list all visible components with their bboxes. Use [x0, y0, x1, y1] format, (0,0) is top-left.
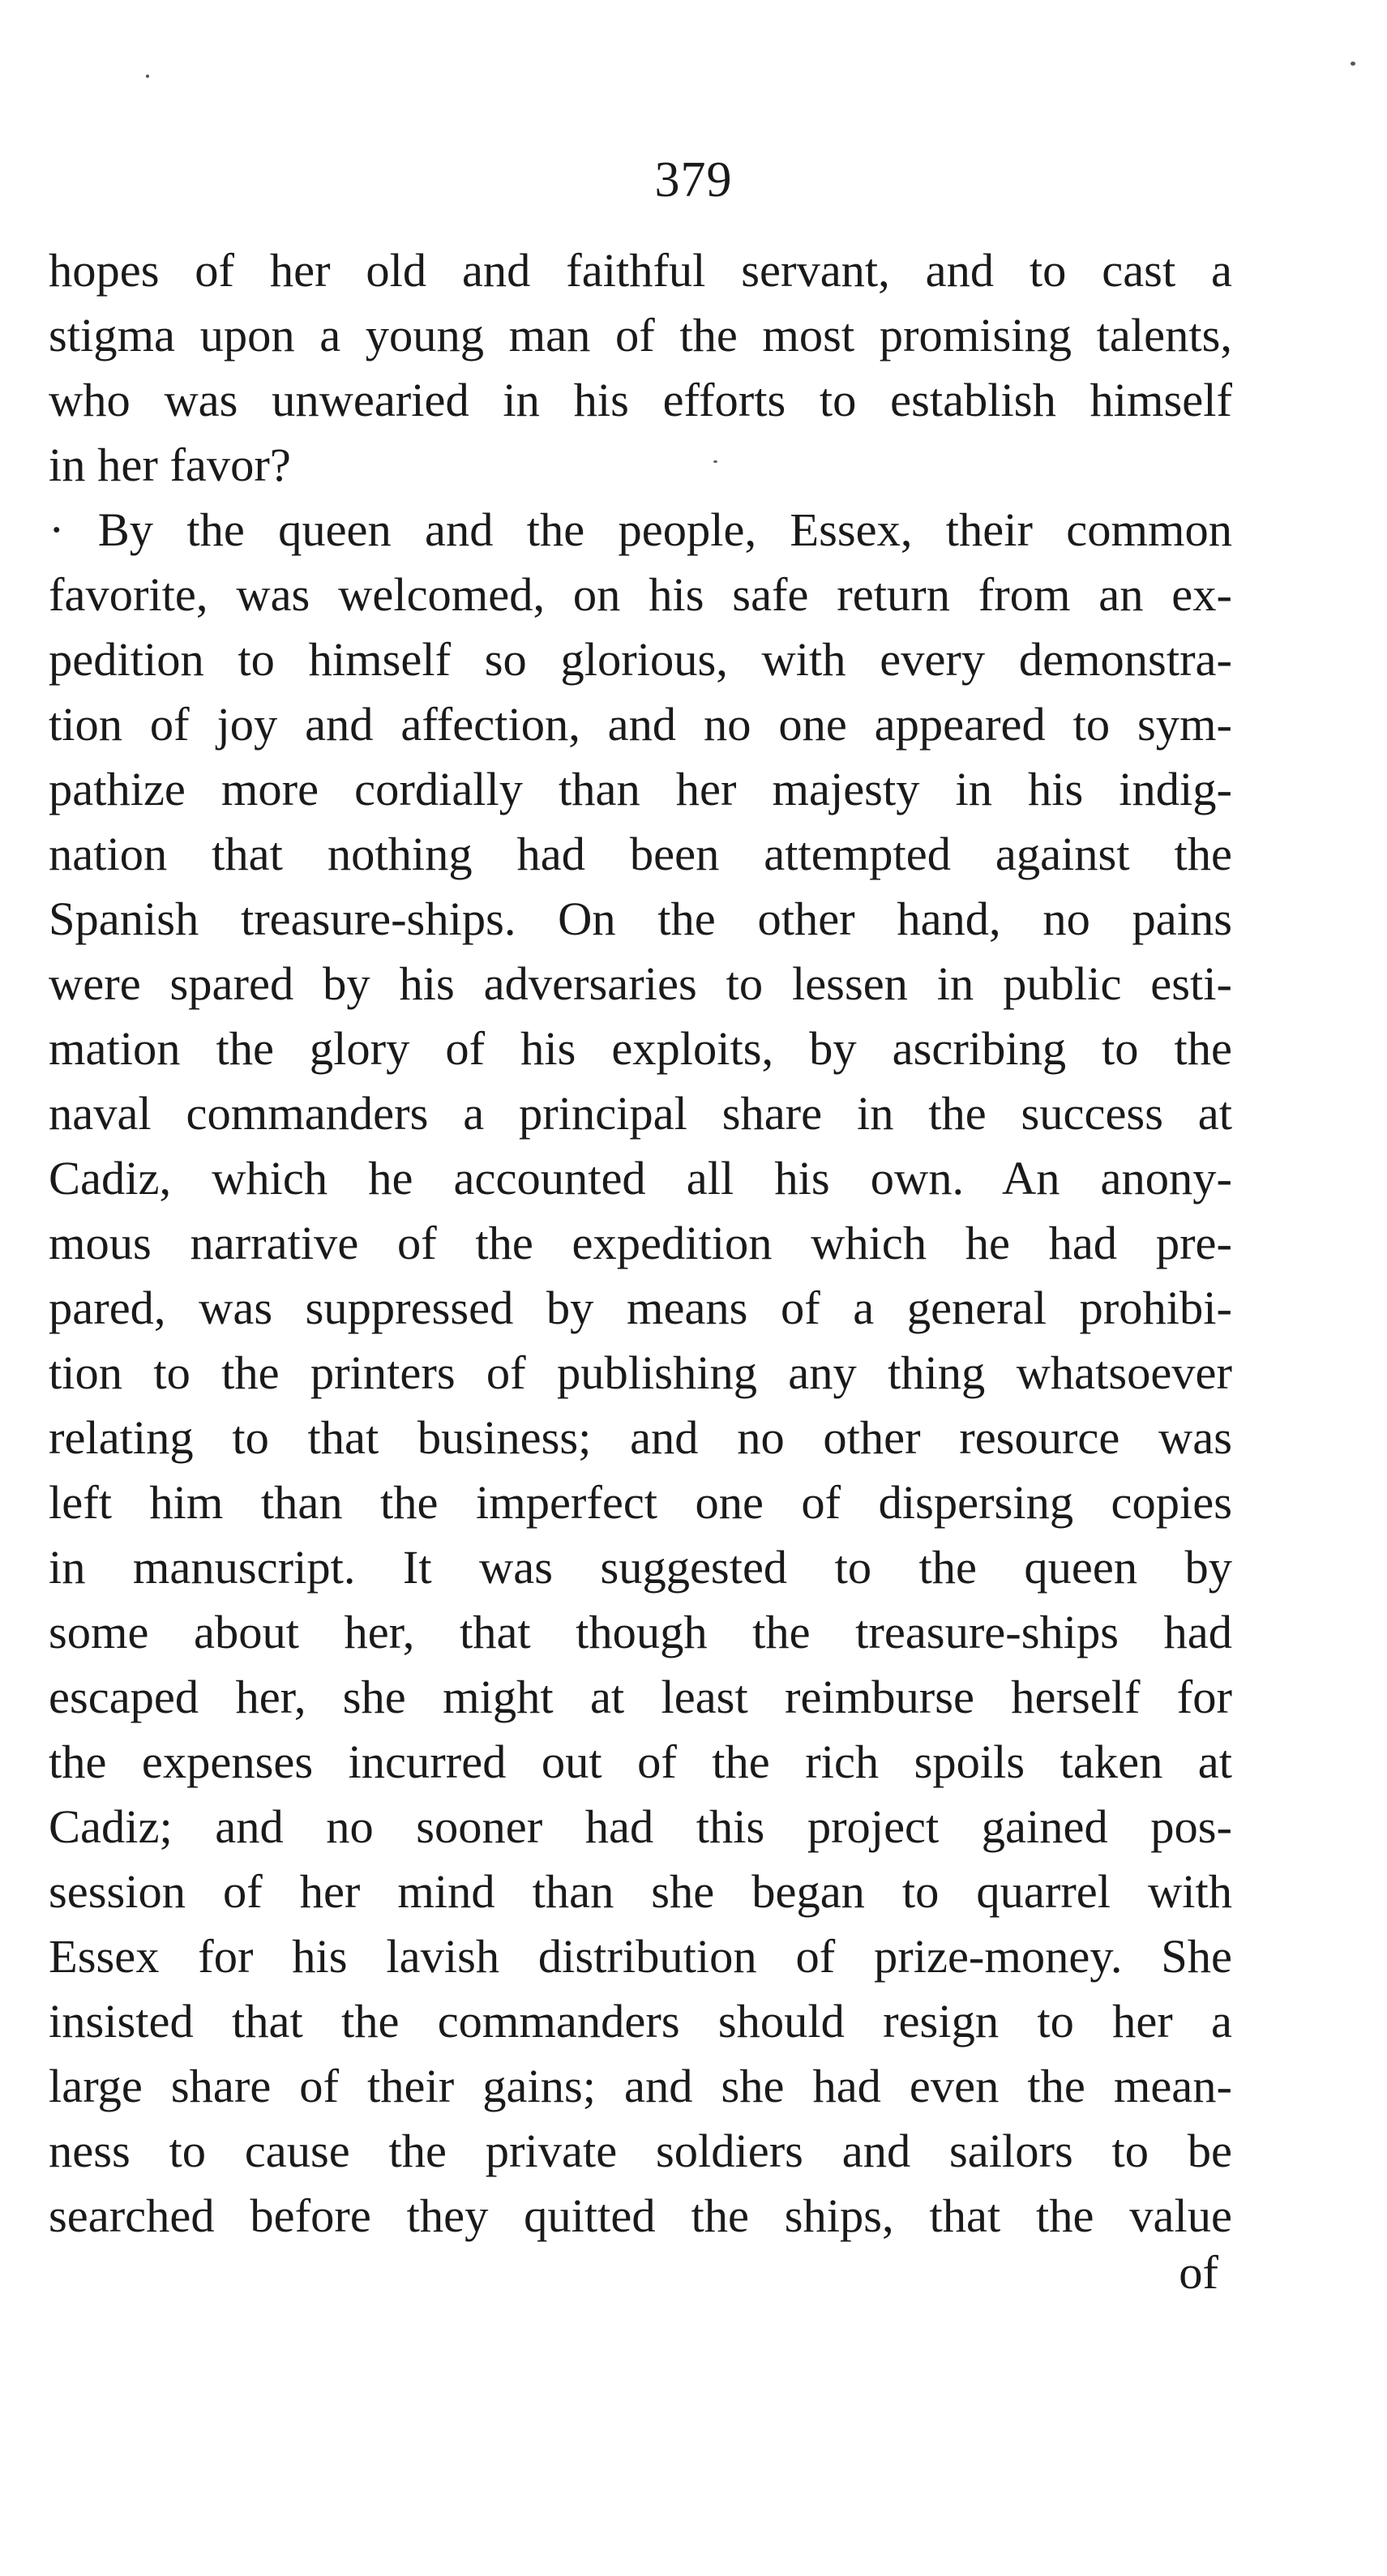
text-line: pathize more cordially than her majesty in his indig-	[49, 763, 1232, 815]
text-line: pedition to himself so glorious, with every demonstra-	[49, 633, 1232, 686]
text-line: escaped her, she might at least reimburse herself for	[49, 1671, 1232, 1723]
text-line: were spared by his adversaries to lessen in public esti-	[49, 957, 1232, 1010]
catchword: of	[1179, 2246, 1218, 2299]
text-line: Cadiz, which he accounted all his own. An anony-	[49, 1152, 1232, 1205]
text-line: nation that nothing had been attempted against the	[49, 828, 1232, 880]
text-line: hopes of her old and faithful servant, and to cast a	[49, 244, 1232, 297]
text-line: mation the glory of his exploits, by ascribing to the	[49, 1022, 1232, 1075]
text-line: insisted that the commanders should resign to her a	[49, 1995, 1232, 2048]
text-line: searched before they quitted the ships, that the value	[49, 2189, 1232, 2242]
text-line: ness to cause the private soldiers and sailors to be	[49, 2125, 1232, 2177]
body-text	[49, 238, 1232, 2249]
ink-speck	[1351, 62, 1355, 66]
text-line: some about her, that though the treasure-ships had	[49, 1606, 1232, 1658]
text-line: Essex for his lavish distribution of prize-money. She	[49, 1930, 1232, 1983]
text-line: Cadiz; and no sooner had this project gained pos-	[49, 1800, 1232, 1853]
text-line: left him than the imperfect one of dispersing copies	[49, 1476, 1232, 1529]
text-line: naval commanders a principal share in the success at	[49, 1087, 1232, 1140]
text-line: the expenses incurred out of the rich spoils taken at	[49, 1735, 1232, 1788]
text-line: who was unwearied in his efforts to establish himself	[49, 374, 1232, 426]
text-line: large share of their gains; and she had even the mean-	[49, 2060, 1232, 2112]
text-line: in her favor?	[49, 439, 291, 491]
text-line: mous narrative of the expedition which he had pre-	[49, 1217, 1232, 1269]
page-number: 379	[654, 152, 733, 208]
text-line: Spanish treasure-ships. On the other hand, no pains	[49, 892, 1232, 945]
text-line: relating to that business; and no other resource was	[49, 1411, 1232, 1464]
text-line: session of her mind than she began to quarrel with	[49, 1865, 1232, 1918]
text-line: stigma upon a young man of the most promising talents,	[49, 309, 1232, 362]
ink-speck	[146, 75, 149, 78]
text-line: tion to the printers of publishing any thing whatsoever	[49, 1346, 1232, 1399]
text-line: · By the queen and the people, Essex, their common	[49, 503, 1232, 556]
text-line: pared, was suppressed by means of a general prohibi-	[49, 1282, 1232, 1334]
text-line: tion of joy and affection, and no one appeared to sym-	[49, 698, 1232, 751]
text-line: favorite, was welcomed, on his safe return from an ex-	[49, 568, 1232, 621]
text-line: in manuscript. It was suggested to the queen by	[49, 1541, 1232, 1594]
